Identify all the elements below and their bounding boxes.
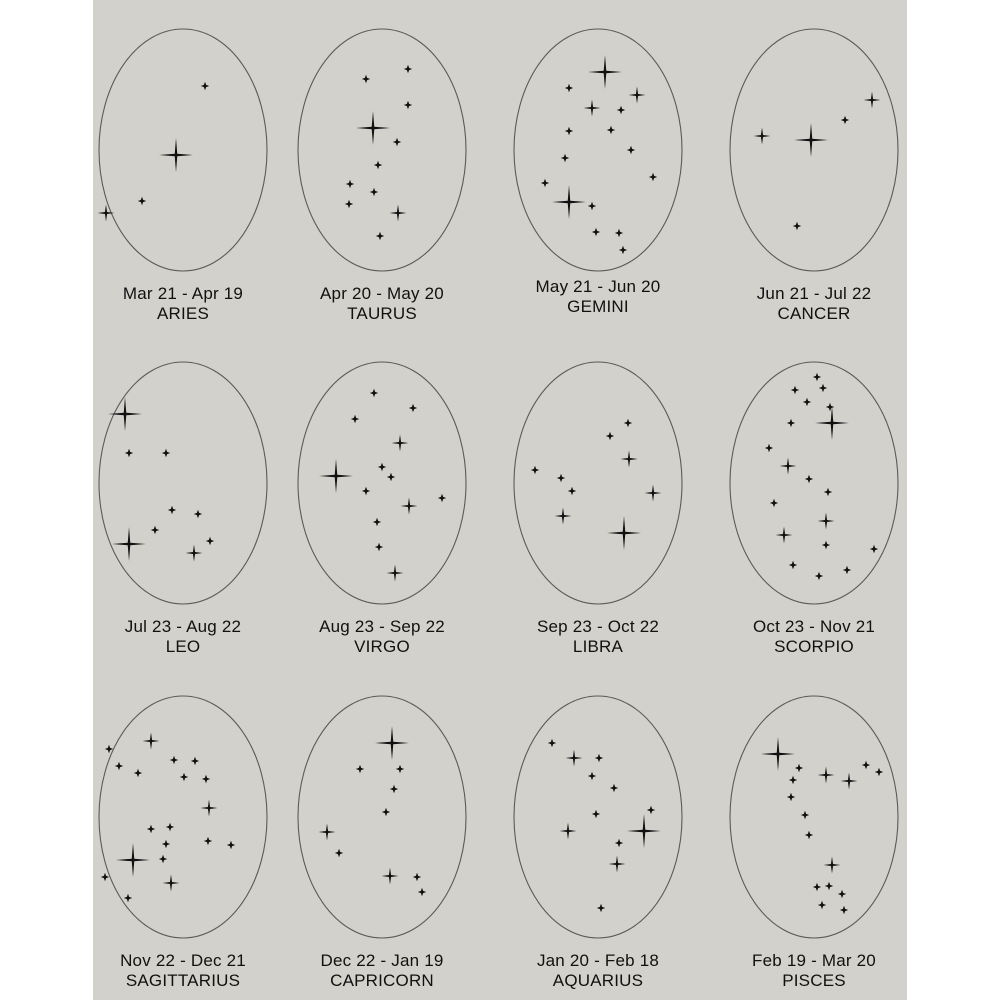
sign-libra [498,333,698,666]
star-icon [186,545,203,562]
star-icon [204,837,212,845]
sign-name: CANCER [777,304,851,323]
star-icon [841,116,849,124]
star-icon [345,200,353,208]
libra-constellation-icon [498,333,698,613]
leo-constellation-icon [93,333,283,613]
star-icon [170,756,178,764]
sign-name: CAPRICORN [330,971,434,990]
sign-dates: Oct 23 - Nov 21 [752,617,876,636]
star-icon [770,499,778,507]
sign-dates: Jul 23 - Aug 22 [124,617,242,636]
star-icon [875,768,883,776]
star-icon [588,202,596,210]
sign-name: LEO [165,637,201,656]
sign-gemini [498,0,698,333]
star-icon [815,406,849,440]
star-icon [163,875,180,892]
sign-dates: Apr 20 - May 20 [320,284,444,303]
star-icon [548,739,556,747]
oval-frame [99,362,267,604]
oval-frame [298,362,466,604]
star-icon [346,180,354,188]
star-icon [805,831,813,839]
star-icon [438,494,446,502]
star-icon [356,765,364,773]
star-icon [795,764,803,772]
star-icon [531,466,539,474]
star-icon [201,800,218,817]
star-icon [387,565,404,582]
star-icon [227,841,235,849]
star-icon [201,82,209,90]
star-icon [404,101,412,109]
gemini-constellation-icon [498,0,698,280]
star-icon [390,205,407,222]
star-icon [374,161,382,169]
star-icon [147,825,155,833]
star-icon [378,463,386,471]
star-icon [610,784,618,792]
scorpio-constellation-icon [714,333,907,613]
star-icon [194,510,202,518]
star-icon [824,857,841,874]
sign-leo [93,333,283,666]
star-icon [793,222,801,230]
sagittarius-constellation-icon [93,667,283,947]
sign-dates: Feb 19 - Mar 20 [752,951,876,970]
star-icon [607,126,615,134]
star-icon [815,572,823,580]
pisces-constellation-icon [714,667,907,947]
star-icon [754,128,771,145]
star-icon [98,205,115,222]
star-icon [382,808,390,816]
aries-constellation-icon [93,0,283,280]
star-icon [319,824,336,841]
star-icon [843,566,851,574]
star-icon [362,75,370,83]
star-icon [373,518,381,526]
taurus-constellation-icon [282,0,482,280]
star-icon [629,87,646,104]
star-icon [621,451,638,468]
sign-name: SCORPIO [774,637,854,656]
sign-dates: Aug 23 - Sep 22 [319,617,445,636]
aquarius-constellation-icon [498,667,698,947]
sign-name: ARIES [156,304,210,323]
star-icon [818,513,835,530]
oval-frame [298,29,466,271]
oval-frame [298,696,466,938]
star-icon [206,537,214,545]
virgo-constellation-icon [282,333,482,613]
star-icon [840,906,848,914]
star-icon [765,444,773,452]
star-icon [393,138,401,146]
star-icon [413,873,421,881]
star-icon [166,823,174,831]
star-icon [803,398,811,406]
oval-frame [730,696,898,938]
sign-scorpio [714,333,907,666]
star-icon [761,737,795,771]
star-icon [560,823,577,840]
star-icon [824,488,832,496]
star-icon [370,389,378,397]
star-icon [115,762,123,770]
star-icon [864,92,881,109]
star-icon [151,526,159,534]
star-icon [787,793,795,801]
star-icon [787,419,795,427]
sign-sagittarius [93,667,283,1000]
star-icon [370,188,378,196]
star-icon [818,901,826,909]
sign-name: LIBRA [572,637,624,656]
oval-frame [514,362,682,604]
star-icon [826,403,834,411]
star-icon [362,487,370,495]
star-icon [409,404,417,412]
sign-dates: Mar 21 - Apr 19 [122,284,244,303]
star-icon [813,883,821,891]
star-icon [108,397,142,431]
star-icon [392,435,409,452]
star-icon [588,772,596,780]
star-icon [387,473,395,481]
star-icon [615,839,623,847]
star-icon [588,55,622,89]
star-icon [822,541,830,549]
oval-frame [730,29,898,271]
star-icon [627,814,661,848]
star-icon [607,516,641,550]
zodiac-chart-sheet [93,0,907,1000]
star-icon [617,106,625,114]
star-icon [143,733,160,750]
star-icon [401,498,418,515]
star-icon [615,229,623,237]
star-icon [592,810,600,818]
star-icon [841,773,858,790]
star-icon [819,384,827,392]
star-icon [584,100,601,117]
star-icon [776,527,793,544]
star-icon [647,806,655,814]
star-icon [565,127,573,135]
star-icon [112,527,146,561]
sign-dates: May 21 - Jun 20 [535,277,661,296]
star-icon [162,840,170,848]
star-icon [870,545,878,553]
star-icon [789,776,797,784]
star-icon [124,894,132,902]
star-icon [202,775,210,783]
sign-dates: Dec 22 - Jan 19 [320,951,444,970]
sign-name: VIRGO [354,637,410,656]
sign-cancer [714,0,907,333]
sign-aries [93,0,283,333]
star-icon [791,386,799,394]
sign-name: PISCES [782,971,846,990]
star-icon [566,750,583,767]
star-icon [645,485,662,502]
page-margin [907,0,1000,1000]
star-icon [138,197,146,205]
star-icon [180,773,188,781]
sign-dates: Sep 23 - Oct 22 [536,617,660,636]
star-icon [627,146,635,154]
star-icon [592,228,600,236]
star-icon [555,508,572,525]
star-icon [606,432,614,440]
star-icon [813,373,821,381]
sign-name: SAGITTARIUS [125,971,241,990]
star-icon [101,873,109,881]
star-icon [862,761,870,769]
star-icon [838,890,846,898]
star-icon [552,185,586,219]
star-icon [162,449,170,457]
star-icon [557,474,565,482]
sign-capricorn [282,667,482,1000]
star-icon [116,843,150,877]
sign-dates: Jan 20 - Feb 18 [536,951,660,970]
star-icon [825,882,833,890]
sign-aquarius [498,667,698,1000]
star-icon [356,111,390,145]
star-icon [319,459,353,493]
cancer-constellation-icon [714,0,907,280]
star-icon [335,849,343,857]
star-icon [375,543,383,551]
star-icon [375,726,409,760]
star-icon [168,506,176,514]
sign-pisces [714,667,907,1000]
star-icon [624,419,632,427]
sign-virgo [282,333,482,666]
sign-name: GEMINI [567,297,629,316]
oval-frame [99,29,267,271]
star-icon [619,246,627,254]
sign-taurus [282,0,482,333]
star-icon [561,154,569,162]
star-icon [818,767,835,784]
star-icon [390,785,398,793]
star-icon [376,232,384,240]
star-icon [805,475,813,483]
star-icon [597,904,605,912]
oval-frame [514,29,682,271]
star-icon [595,754,603,762]
star-icon [541,179,549,187]
sign-dates: Jun 21 - Jul 22 [756,284,872,303]
oval-frame [99,696,267,938]
star-icon [780,458,797,475]
sign-name: TAURUS [347,304,417,323]
star-icon [418,888,426,896]
star-icon [125,449,133,457]
star-icon [609,856,626,873]
star-icon [159,138,193,172]
star-icon [794,123,828,157]
star-icon [568,487,576,495]
star-icon [191,757,199,765]
star-icon [159,855,167,863]
star-icon [396,765,404,773]
star-icon [649,173,657,181]
sign-name: AQUARIUS [552,971,644,990]
star-icon [351,415,359,423]
star-icon [134,769,142,777]
star-icon [565,84,573,92]
oval-frame [730,362,898,604]
star-icon [404,65,412,73]
star-icon [801,811,809,819]
oval-frame [514,696,682,938]
star-icon [382,868,399,885]
sign-dates: Nov 22 - Dec 21 [120,951,246,970]
capricorn-constellation-icon [282,667,482,947]
star-icon [789,561,797,569]
